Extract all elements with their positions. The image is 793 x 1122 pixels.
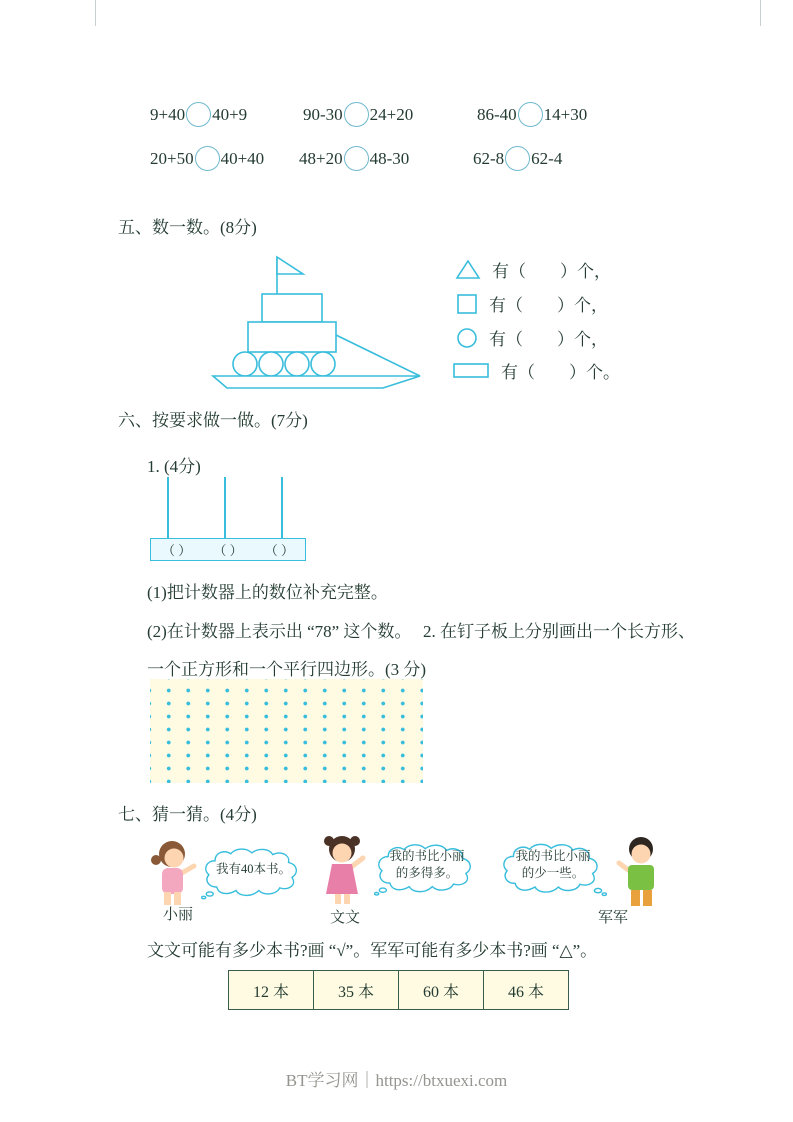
comparison-item xyxy=(150,146,264,171)
options-table xyxy=(228,970,569,1010)
option-cell[interactable]: 46 本 xyxy=(507,983,544,1001)
bubble-text: 我有40本书。 xyxy=(215,862,291,877)
counter-rod xyxy=(224,477,226,538)
answer-circle[interactable] xyxy=(186,102,211,127)
comparison-item xyxy=(473,146,562,171)
count-label[interactable]: 有（ ）个。 xyxy=(501,363,620,382)
expression-left: 48+20 xyxy=(299,148,343,168)
boy-junjun-figure xyxy=(614,836,670,910)
rectangle-icon xyxy=(452,361,490,380)
count-row-square xyxy=(456,291,608,316)
question-7: 文文可能有多少本书?画 “√”。军军可能有多少本书?画 “△”。 xyxy=(147,941,598,960)
speech-bubble-xiaoli xyxy=(201,846,306,900)
speech-bubble-junjun xyxy=(499,838,607,900)
section7-title: 七、猜一猜。(4分) xyxy=(118,805,257,824)
bubble-text: 我的书比小丽的多得多。 xyxy=(389,849,465,881)
option-cell[interactable]: 35 本 xyxy=(314,971,399,1009)
page-frame-left xyxy=(95,0,96,26)
page-frame-right xyxy=(760,0,761,26)
option-cell[interactable]: 12 本 xyxy=(229,971,314,1009)
count-row-triangle xyxy=(455,257,611,282)
answer-circle[interactable] xyxy=(344,102,369,127)
kid-name-wenwen: 文文 xyxy=(330,910,361,926)
comparison-item xyxy=(299,146,409,171)
section6-sub1: 1. (4分) xyxy=(147,457,201,476)
option-cell[interactable]: 60 本 xyxy=(399,971,484,1009)
kid-name-junjun: 军军 xyxy=(598,910,629,926)
comparison-item xyxy=(150,102,247,127)
footer-watermark: BT学习网｜https://btxuexi.com xyxy=(285,1071,508,1090)
question-6-2b: 2. 在钉子板上分别画出一个长方形、 xyxy=(423,622,695,641)
section6-title: 六、按要求做一做。(7分) xyxy=(118,411,308,430)
place-value-slot[interactable]: （ ） xyxy=(162,543,192,558)
circle-icon xyxy=(456,327,478,349)
expression-right: 62-4 xyxy=(531,148,563,168)
speech-bubble-wenwen xyxy=(374,838,480,900)
answer-circle[interactable] xyxy=(195,146,220,171)
bubble-text: 我的书比小丽的少一些。 xyxy=(515,849,591,881)
boat-figure xyxy=(207,247,427,392)
section5-title: 五、数一数。(8分) xyxy=(118,218,257,237)
comparison-item xyxy=(303,102,413,127)
expression-right: 48-30 xyxy=(369,148,410,168)
expression-left: 90-30 xyxy=(303,104,343,124)
expression-left: 20+50 xyxy=(150,148,194,168)
answer-circle[interactable] xyxy=(505,146,530,171)
place-value-slot[interactable]: （ ） xyxy=(213,543,243,558)
count-row-rectangle xyxy=(452,358,620,383)
expression-right: 40+9 xyxy=(212,104,248,124)
kid-name-xiaoli: 小丽 xyxy=(163,907,194,923)
count-label[interactable]: 有（ ）个， xyxy=(489,330,608,349)
question-6-2c: 一个正方形和一个平行四边形。(3 分) xyxy=(147,660,427,679)
count-label[interactable]: 有（ ）个， xyxy=(489,296,608,315)
nail-board[interactable] xyxy=(150,679,423,783)
count-row-circle xyxy=(456,325,608,350)
counter-rod xyxy=(167,477,169,538)
count-label[interactable]: 有（ ）个， xyxy=(492,262,611,281)
comparison-item xyxy=(477,102,587,127)
triangle-icon xyxy=(455,259,481,281)
expression-right: 24+20 xyxy=(369,104,414,124)
expression-right: 40+40 xyxy=(220,148,265,168)
square-icon xyxy=(456,293,478,315)
counter-base xyxy=(150,538,306,561)
place-value-slot[interactable]: （ ） xyxy=(264,543,294,558)
girl-xiaoli-figure xyxy=(146,840,200,906)
answer-circle[interactable] xyxy=(344,146,369,171)
expression-left: 9+40 xyxy=(150,104,186,124)
girl-wenwen-figure xyxy=(316,834,370,906)
expression-left: 86-40 xyxy=(477,104,517,124)
answer-circle[interactable] xyxy=(518,102,543,127)
expression-left: 62-8 xyxy=(473,148,505,168)
expression-right: 14+30 xyxy=(543,104,588,124)
counter-rod xyxy=(281,477,283,538)
question-6-1: (1)把计数器上的数位补充完整。 xyxy=(147,583,388,602)
question-6-2: (2)在计数器上表示出 “78” 这个数。 xyxy=(147,622,412,641)
